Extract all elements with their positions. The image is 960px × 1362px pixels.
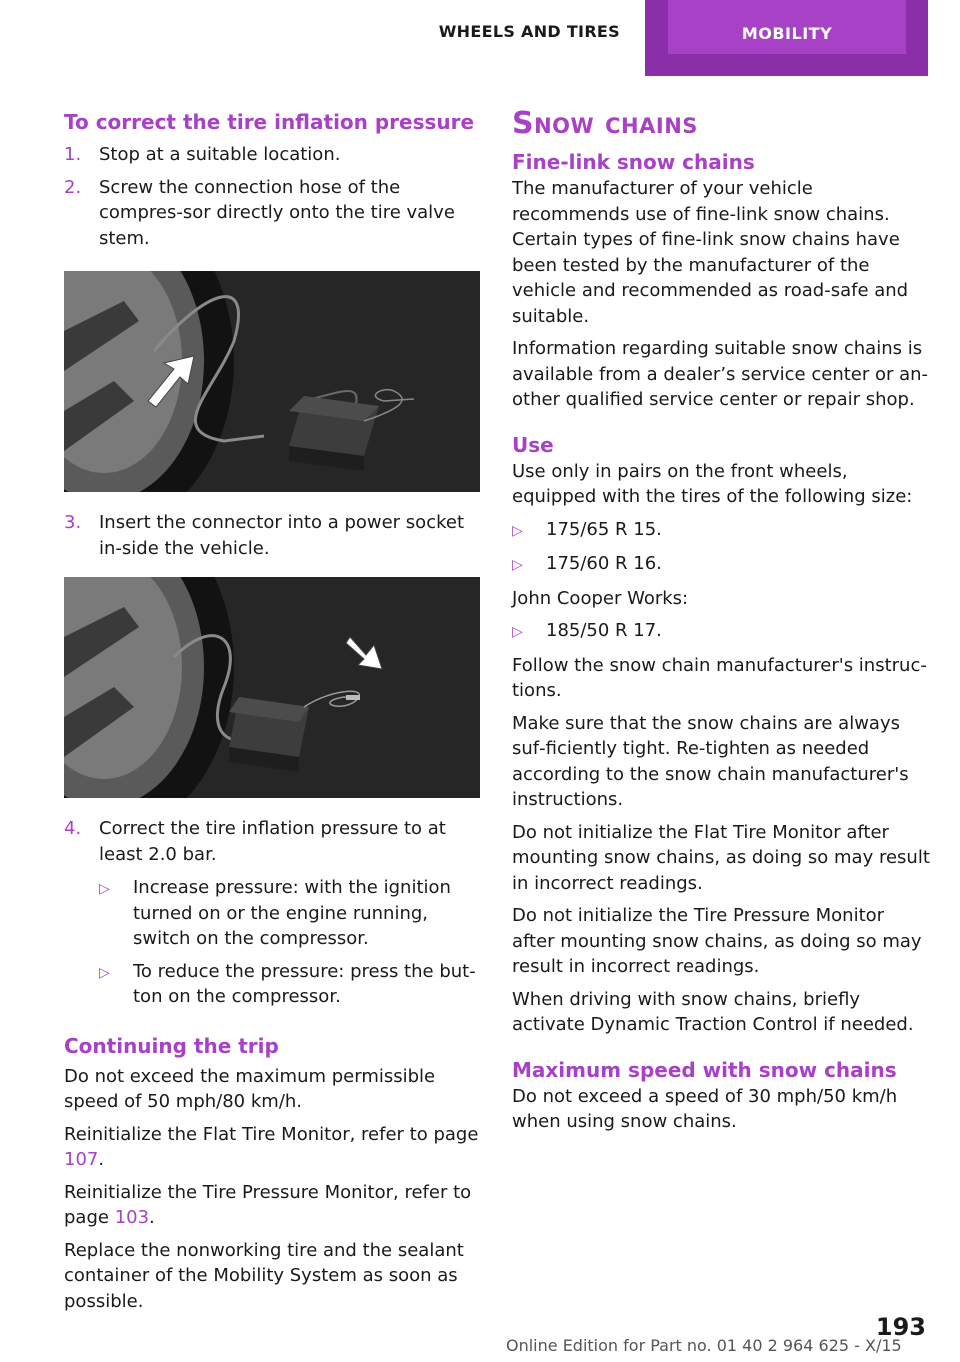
list-item [64,816,480,867]
triangle-right-icon: ▷ [99,964,110,981]
paragraph: Information regarding suitable snow chains is available from a dealer’s service center or an‐other qualified service center or repair shop. [512,338,929,410]
paragraph: Replace the nonworking tire and the sealant container of the Mobility System as soon as possible. [64,1239,464,1312]
triangle-right-icon: ▷ [512,522,523,539]
step-number: 4. [64,818,82,839]
paragraph: Do not initialize the Tire Pressure Monitor after mounting snow chains, as doing so may result in incorrect readings. [512,905,922,977]
list-item [99,959,480,1010]
header-section-title: WHEELS AND TIRES [438,22,620,41]
left-column [64,108,480,1321]
triangle-right-icon: ▷ [512,624,523,640]
heading-correct-pressure: To correct the tire inflation pressure [64,110,475,134]
list-item [99,875,480,952]
list-item [64,175,480,252]
page-link-103[interactable]: 103 [114,1207,150,1228]
paragraph: Do not exceed the maximum permissible speed of 50 mph/80 km/h. [64,1065,436,1112]
paragraph: When driving with snow chains, briefly activate Dynamic Traction Control if needed. [512,988,914,1035]
steps-list-continued [64,510,480,561]
paragraph: Follow the snow chain manufacturer's instruc‐tions. [512,654,927,701]
step-text: Screw the connection hose of the compres‐sor directly onto the tire valve stem. [99,176,455,249]
page-number: 193 [875,1313,926,1341]
paragraph-text: Reinitialize the Flat Tire Monitor, refer to page [64,1123,479,1145]
heading-continuing-trip: Continuing the trip [64,1033,279,1058]
tire-size: 185/50 R 17. [546,620,662,641]
triangle-right-icon: ▷ [512,557,523,573]
steps-list-final [64,816,480,867]
step-text: Correct the tire inflation pressure to at least 2.0 bar. [99,818,446,865]
tire-size: 175/60 R 16. [546,553,662,574]
paragraph-tire-pressure-ref [64,1180,480,1231]
compressor-valve-illustration [64,271,480,492]
list-item [512,517,930,545]
heading-max-speed: Maximum speed with snow chains [512,1057,897,1082]
list-item [512,618,930,646]
heading-snow-chains: Snow chains [512,106,698,141]
header-tab-mobility[interactable]: MOBILITY [668,0,906,54]
footer-edition: Online Edition for Part no. 01 40 2 964 625 - X/15 [506,1336,902,1355]
paragraph: Do not initialize the Flat Tire Monitor after mounting snow chains, as doing so may result in incorrect readings. [512,821,930,894]
paragraph: Make sure that the snow chains are always suf‐ficiently tight. Re-tighten as needed according to the snow chain manufacturer's instructions. [512,712,909,810]
substep-text: To reduce the pressure: press the but‐ton on the compressor. [133,960,476,1007]
paragraph: Do not exceed a speed of 30 mph/50 km/h when using snow chains. [512,1085,898,1132]
compressor-connector-illustration [64,577,480,798]
right-column [512,108,930,1142]
substeps-list [99,875,480,1010]
heading-fine-link: Fine-link snow chains [512,150,755,174]
step-text: Stop at a suitable location. [99,144,341,165]
steps-list [64,142,480,251]
paragraph: Use only in pairs on the front wheels, equipped with the tires of the following size: [512,460,913,507]
list-item [512,551,930,579]
jcw-label: John Cooper Works: [512,587,689,609]
paragraph-text: Reinitialize the Tire Pressure Monitor, refer to page [64,1181,472,1228]
figure-compressor-hose-valve [64,271,480,492]
substep-text: Increase pressure: with the ignition turned on or the engine running, switch on the compressor. [133,877,451,949]
paragraph-flat-tire-ref [64,1122,480,1173]
list-item [64,142,480,168]
step-text: Insert the connector into a power socket in‐side the vehicle. [99,512,465,559]
list-item [64,510,480,561]
step-number: 2. [64,176,82,198]
step-number: 3. [64,512,82,533]
paragraph-text: . [98,1149,105,1170]
heading-use: Use [512,432,554,457]
triangle-right-icon: ▷ [99,881,110,897]
paragraph: The manufacturer of your vehicle recommends use of fine-link snow chains. Certain types of fine-link snow chains have been tested by the manufacturer of the vehicle and recommended as road-safe and suitable. [512,178,909,327]
tire-size: 175/65 R 15. [546,518,662,540]
paragraph-text: . [149,1207,155,1228]
step-number: 1. [64,144,82,165]
page-link-107[interactable]: 107 [64,1149,99,1170]
figure-compressor-power-connector [64,577,480,798]
